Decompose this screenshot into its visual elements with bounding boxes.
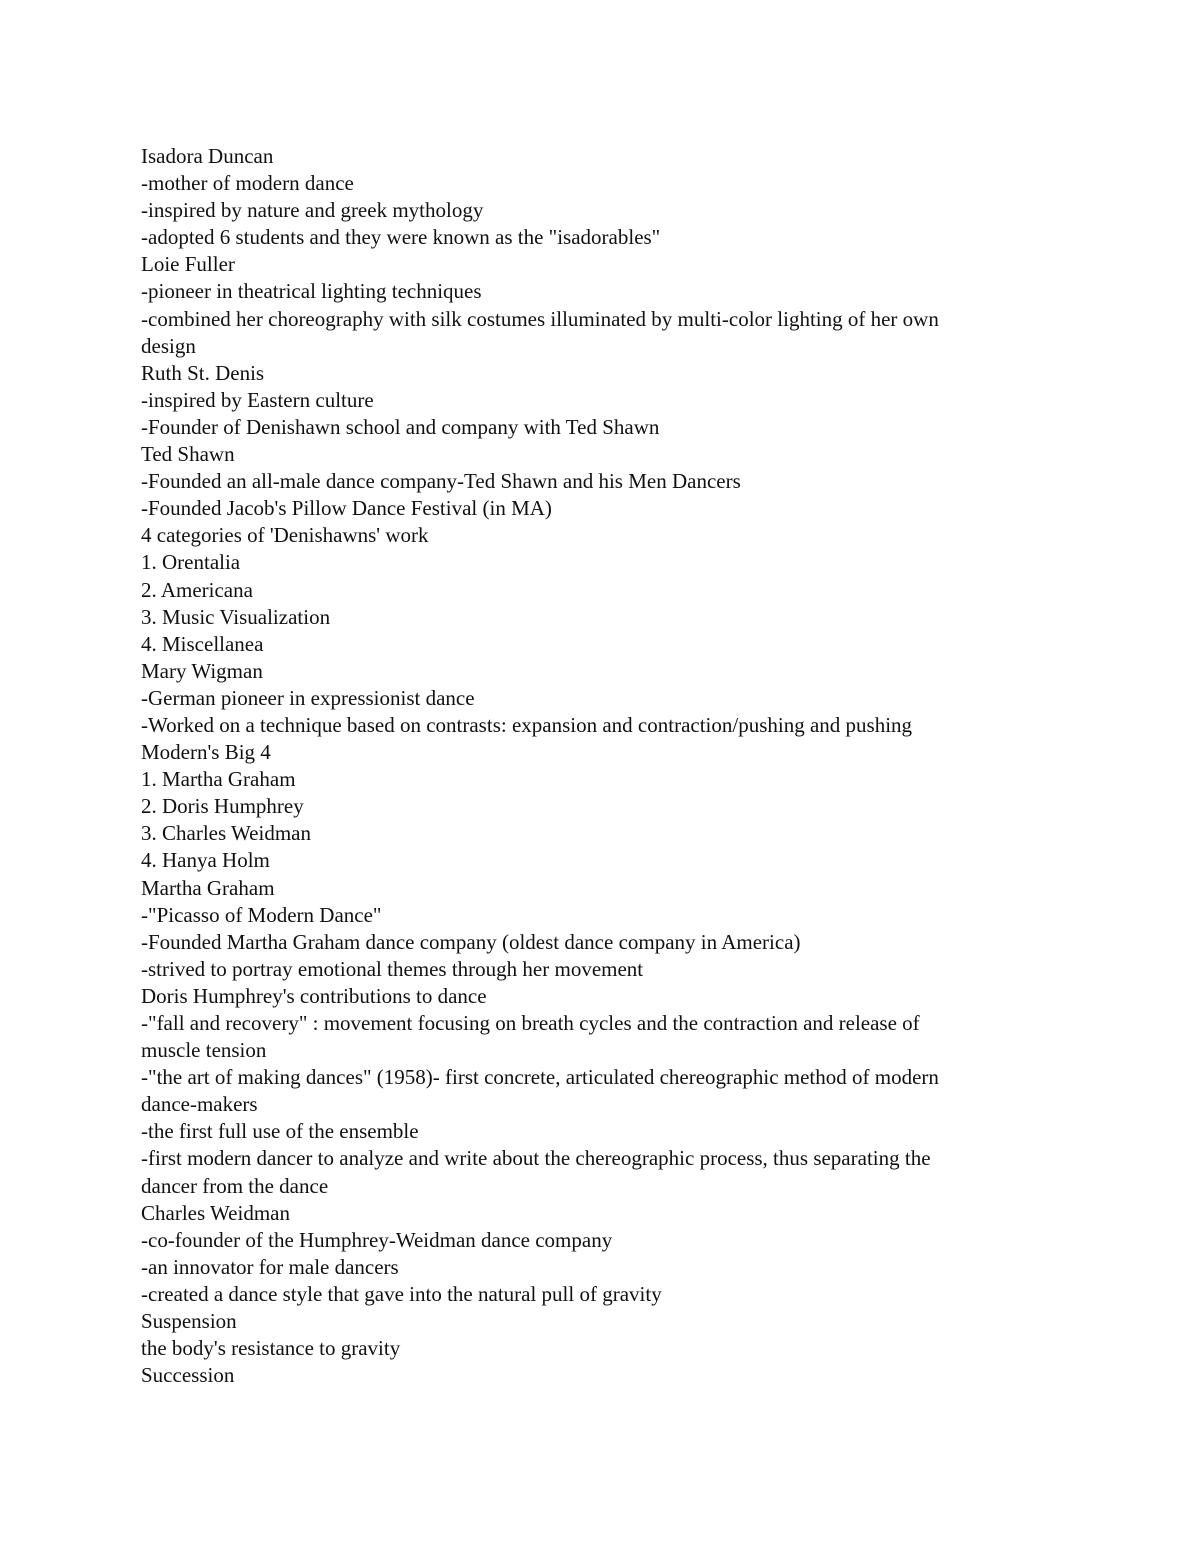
text-line: dancer from the dance [141,1173,329,1198]
text-line: 3. Charles Weidman [141,821,311,846]
text-line: Suspension [141,1309,237,1334]
document-body [141,143,1061,1389]
text-line: -Founded Martha Graham dance company (oldest dance company in America) [141,929,801,954]
text-line: -first modern dancer to analyze and write about the chereographic process, thus separating the [141,1146,931,1171]
text-line: 3. Music Visualization [141,604,331,629]
text-line: Isadora Duncan [141,144,274,168]
text-line: 4. Miscellanea [141,631,264,656]
text-line: muscle tension [141,1038,267,1063]
text-line: -"Picasso of Modern Dance" [141,902,382,927]
text-line: -inspired by nature and greek mythology [141,198,484,223]
text-line: -Founder of Denishawn school and company with Ted Shawn [141,414,660,439]
text-line: Ruth St. Denis [141,360,265,385]
text-line: -"fall and recovery" : movement focusing on breath cycles and the contraction and release of [141,1011,920,1035]
text-line: -pioneer in theatrical lighting techniques [141,279,482,304]
text-line: Mary Wigman [141,658,263,683]
text-line: Modern's Big 4 [141,740,271,765]
text-line: Martha Graham [141,875,275,900]
text-line: -Founded an all-male dance company-Ted Shawn and his Men Dancers [141,469,741,494]
text-line: -mother of modern dance [141,171,354,196]
text-line: design [141,333,196,358]
text-line: the body's resistance to gravity [141,1336,401,1361]
text-line: -an innovator for male dancers [141,1254,399,1279]
text-line: Charles Weidman [141,1200,290,1225]
text-line: 4 categories of 'Denishawns' work [141,523,429,548]
text-line: -combined her choreography with silk costumes illuminated by multi-color lighting of her own [141,306,939,331]
text-line: -adopted 6 students and they were known as the "isadorables" [141,225,661,250]
text-line: dance-makers [141,1092,258,1117]
text-line: 1. Martha Graham [141,767,296,792]
text-line: 2. Americana [141,577,253,602]
text-line: -German pioneer in expressionist dance [141,685,475,710]
text-line: -created a dance style that gave into the natural pull of gravity [141,1281,662,1306]
text-line: 1. Orentalia [141,550,241,575]
text-line: Succession [141,1363,235,1388]
text-line: Ted Shawn [141,442,235,467]
text-line: -the first full use of the ensemble [141,1119,419,1144]
text-line: Loie Fuller [141,252,235,277]
text-line: Doris Humphrey's contributions to dance [141,983,487,1008]
text-line: -"the art of making dances" (1958)- first concrete, articulated chereographic method of modern [141,1065,939,1090]
text-line: -inspired by Eastern culture [141,387,374,412]
text-line: -Founded Jacob's Pillow Dance Festival (in MA) [141,496,552,521]
text-line: 2. Doris Humphrey [141,794,304,819]
text-line: 4. Hanya Holm [141,848,270,873]
text-line: -co-founder of the Humphrey-Weidman dance company [141,1227,613,1252]
text-line: -Worked on a technique based on contrasts: expansion and contraction/pushing and pushing [141,712,913,737]
text-line: -strived to portray emotional themes through her movement [141,956,644,981]
